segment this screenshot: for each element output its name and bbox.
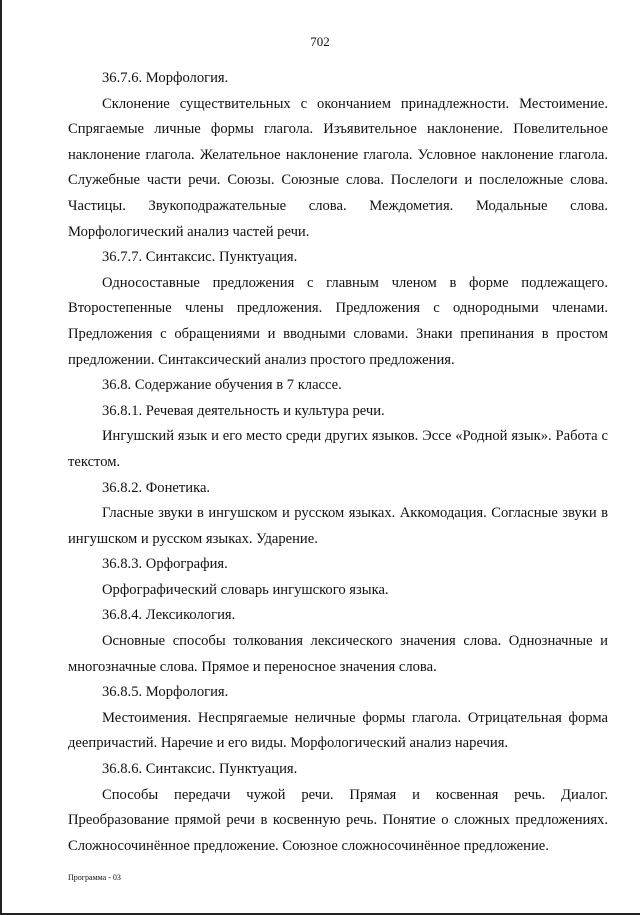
paragraph-morphology-7-6: Склонение существительных с окончанием принадлежности. Местоимение. Спрягаемые личные формы глагола. Изъявительное наклонение. Повелительное наклонение глагола. Желательное наклонение глагола. Условное наклонение глагола. Служебные части речи. Союзы. Союзные слова. Послелоги и послеложные слова. Частицы. Звукоподражательные слова. Междометия. Модальные слова. Морфологический анализ частей речи. (68, 95, 608, 240)
section-heading-36-8-2: 36.8.2. Фонетика. (102, 479, 211, 496)
paragraph-phonetics-8-2: Гласные звуки в ингушском и русском языках. Аккомодация. Согласные звуки в ингушском и русском языках. Ударение. (68, 505, 608, 547)
paragraph-lexicology-8-4: Основные способы толкования лексического значения слова. Однозначные и многозначные слова. Прямое и переносное значения слова. (68, 633, 608, 675)
section-heading-36-7-7: 36.7.7. Синтаксис. Пунктуация. (102, 249, 298, 266)
section-heading-36-7-6: 36.7.6. Морфология. (102, 70, 229, 86)
footer-label: Программа - 03 (68, 873, 121, 882)
section-heading-36-8-4: 36.8.4. Лексикология. (102, 607, 236, 624)
section-heading-36-8-1: 36.8.1. Речевая деятельность и культура речи. (102, 402, 385, 419)
document-body (68, 66, 608, 859)
section-heading-36-8: 36.8. Содержание обучения в 7 классе. (102, 377, 342, 394)
section-heading-36-8-5: 36.8.5. Морфология. (102, 684, 229, 701)
paragraph-syntax-8-6: Способы передачи чужой речи. Прямая и косвенная речь. Диалог. Преобразование прямой речи в косвенную речь. Понятие о сложных предложениях. Сложносочинённое предложение. Союзное сложносочинённое предложение. (68, 786, 608, 854)
scan-edge-left (0, 0, 2, 915)
section-heading-36-8-3: 36.8.3. Орфография. (102, 556, 228, 573)
paragraph-speech-8-1: Ингушский язык и его место среди других языков. Эссе «Родной язык». Работа с текстом. (68, 428, 608, 470)
paragraph-morphology-8-5: Местоимения. Неспрягаемые неличные формы глагола. Отрицательная форма деепричастий. Наречие и его виды. Морфологический анализ наречия. (68, 709, 608, 752)
section-heading-36-8-6: 36.8.6. Синтаксис. Пунктуация. (102, 761, 298, 778)
paragraph-syntax-7-7: Односоставные предложения с главным членом в форме подлежащего. Второстепенные члены предложения. Предложения с однородными членами. Предложения с обращениями и вводными словами. Знаки препинания в простом предложении. Синтаксический анализ простого предложения. (68, 274, 608, 368)
page-number: 702 (310, 34, 330, 49)
paragraph-orthography-8-3: Орфографический словарь ингушского языка. (102, 581, 389, 598)
